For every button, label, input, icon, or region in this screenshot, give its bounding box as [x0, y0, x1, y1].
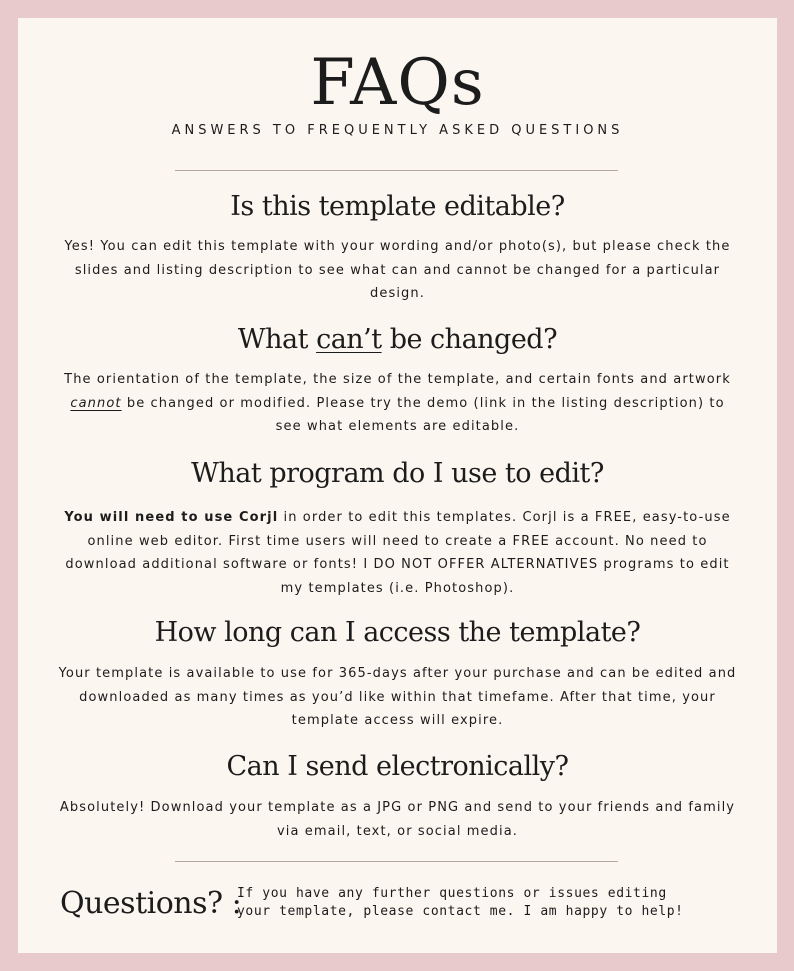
faq-answer-send: Absolutely! Download your template as a JPG or PNG and send to your friends and family via email, text, or social media. [59, 800, 736, 839]
footer-label: Questions? : [60, 886, 242, 921]
footer-line-2: your template, please contact me. I am happy to help! [237, 904, 684, 919]
footer-message [237, 885, 757, 921]
answer-bold: You will need to use Corjl [64, 510, 279, 525]
faq-question-cant-change: What can’t be changed? [237, 324, 558, 355]
faq-answer-access: Your template is available to use for 365-days after your purchase and can be edited and downloaded as many times as you’d like within that timefame. After that time, your template access will expire. [58, 666, 737, 728]
faq-question-editable: Is this template editable? [230, 191, 565, 222]
faq-question-program: What program do I use to edit? [191, 458, 604, 489]
faq-question-send: Can I send electronically? [226, 751, 569, 782]
footer-line-1: If you have any further questions or issues editing [237, 886, 667, 901]
answer-emphasis: cannot [70, 395, 122, 411]
top-divider [175, 170, 618, 171]
faq-answer-program: You will need to use Corjl in order to edit this templates. Corjl is a FREE, easy-to-use online web editor. First time users will need to create a FREE account. No need to download additional software or fonts! I DO NOT OFFER ALTERNATIVES programs to edit my templates (i.e. Photoshop). [64, 510, 731, 596]
faq-answer-editable: Yes! You can edit this template with your wording and/or photo(s), but please check the slides and listing description to see what can and cannot be changed for a particular design. [64, 239, 731, 301]
faq-card [18, 18, 777, 953]
faq-answer-cant-change: The orientation of the template, the size of the template, and certain fonts and artwork cannot be changed or modified. Please try the demo (link in the listing description) to see what elements are editable. [64, 372, 731, 434]
bottom-divider [175, 861, 618, 862]
page-title: FAQs [310, 46, 485, 120]
page-subtitle: ANSWERS TO FREQUENTLY ASKED QUESTIONS [171, 123, 624, 138]
faq-question-access: How long can I access the template? [154, 617, 641, 648]
question-emphasis: can’t [316, 324, 382, 355]
